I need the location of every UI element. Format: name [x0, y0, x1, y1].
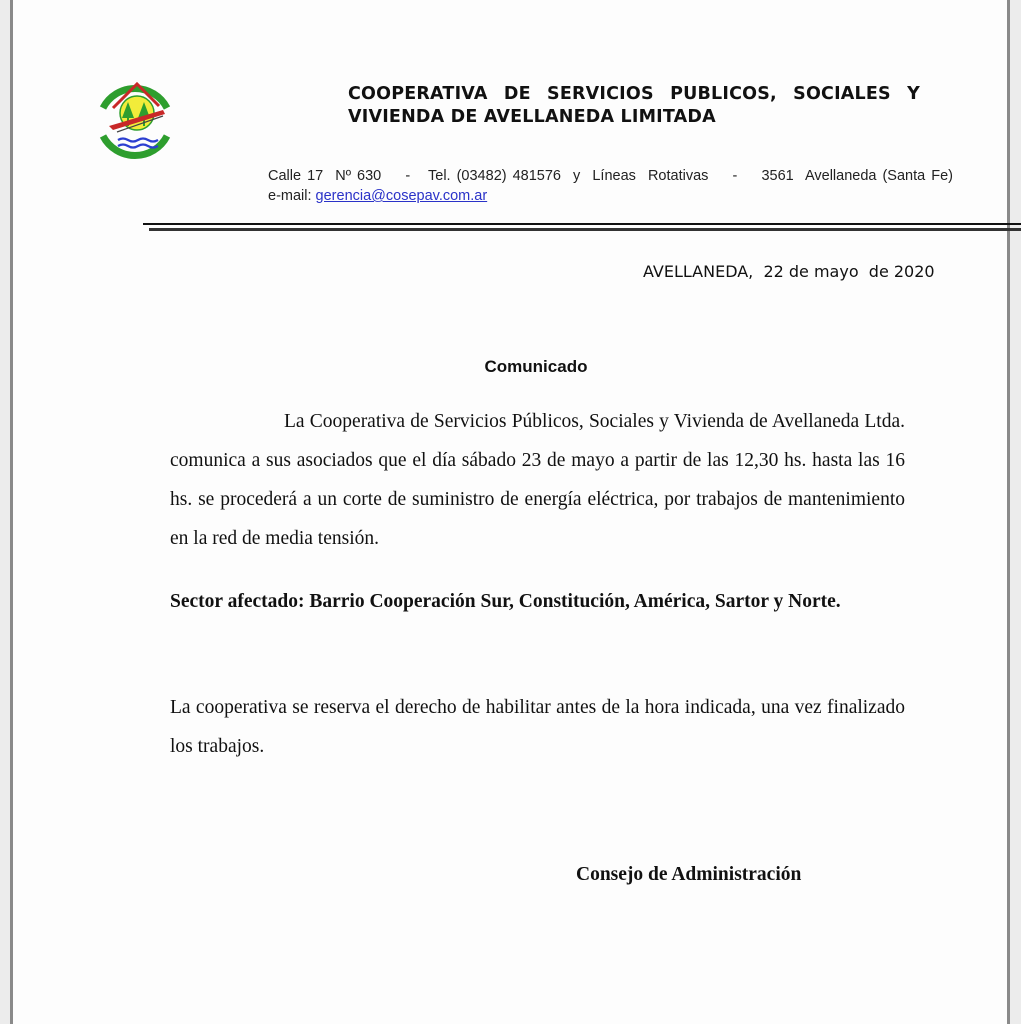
org-name-line2: VIVIENDA DE AVELLANEDA LIMITADA	[348, 107, 716, 127]
announcement-paragraph: La Cooperativa de Servicios Públicos, Sociales y Vivienda de Avellaneda Ltda. comunica a sus asociados que el día sábado 23 de mayo a partir de las 12,30 hs. hasta las 16 hs. se procederá a un corte de suministro de energía eléctrica, por trabajos de mantenimiento en la red de media tensión.	[170, 411, 905, 549]
affected-sector: Sector afectado: Barrio Cooperación Sur, Constitución, América, Sartor y Norte.	[170, 591, 841, 612]
organization-name	[348, 83, 948, 129]
address-phone: Calle 17 Nº 630 - Tel. (03482) 481576 y Líneas Rotativas - 3561 Avellaneda (Santa Fe)	[268, 168, 953, 184]
email-link[interactable]: gerencia@cosepav.com.ar	[315, 188, 488, 204]
cooperative-logo-icon	[91, 72, 179, 162]
header-divider-top	[143, 223, 1021, 225]
document-date: AVELLANEDA, 22 de mayo de 2020	[643, 262, 935, 281]
signature: Consejo de Administración	[576, 864, 802, 885]
email-label: e-mail:	[268, 188, 316, 204]
document-title: Comunicado	[484, 357, 588, 376]
header-divider-bottom	[149, 228, 1021, 231]
reservation-paragraph: La cooperativa se reserva el derecho de habilitar antes de la hora indicada, una vez finalizado los trabajos.	[170, 697, 905, 757]
document-page	[10, 0, 1010, 1024]
org-name-line1: COOPERATIVA DE SERVICIOS PUBLICOS, SOCIALES Y	[348, 84, 921, 104]
contact-info	[268, 166, 1021, 206]
email-row	[268, 186, 1021, 206]
